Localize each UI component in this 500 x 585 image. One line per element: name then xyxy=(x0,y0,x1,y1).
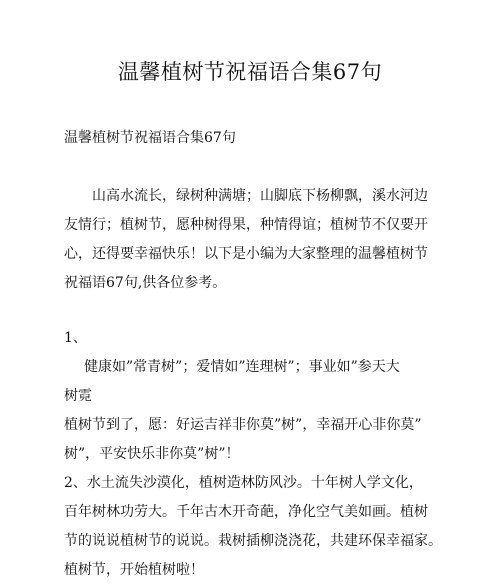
section-2-line: 节的说说植树节的说说。栽树插柳浇浇花，共建环保幸福家。 xyxy=(64,533,442,549)
intro-paragraph xyxy=(64,182,456,298)
section-1-line: 健康如”常青树”；爱情如”连理树”；事业如”参天大 xyxy=(84,359,400,375)
section-1-heading: 1、 xyxy=(64,330,87,346)
section-2-line: 百年树林功劳大。千年古木开奇葩，净化空气美如画。植树 xyxy=(64,504,428,520)
section-1 xyxy=(64,324,456,585)
section-2-line: 植树节，开始植树啦！ xyxy=(64,562,204,578)
section-1-line: 树霓 xyxy=(64,388,92,404)
section-1-line: 树”，平安快乐非你莫”树”！ xyxy=(64,446,240,462)
intro-line: 心，还得要幸福快乐！以下是小编为大家整理的温馨植树节 xyxy=(64,246,428,262)
section-2-line: 2、水土流失沙漠化，植树造林防风沙。十年树人学文化， xyxy=(64,475,423,491)
section-1-line: 植树节到了，愿：好运吉祥非你莫”树”，幸福开心非你莫” xyxy=(64,417,422,433)
document-subtitle: 温馨植树节祝福语合集67句 xyxy=(64,130,236,146)
intro-line: 祝福语67句,供各位参考。 xyxy=(64,275,227,291)
intro-line: 友情行；植树节，愿种树得果，种情得谊；植树节不仅要开 xyxy=(64,217,428,233)
document-title: 温馨植树节祝福语合集67句 xyxy=(117,60,383,84)
intro-line: 山高水流长，绿树种满塘；山脚底下杨柳飘，溪水河边 xyxy=(92,188,428,204)
